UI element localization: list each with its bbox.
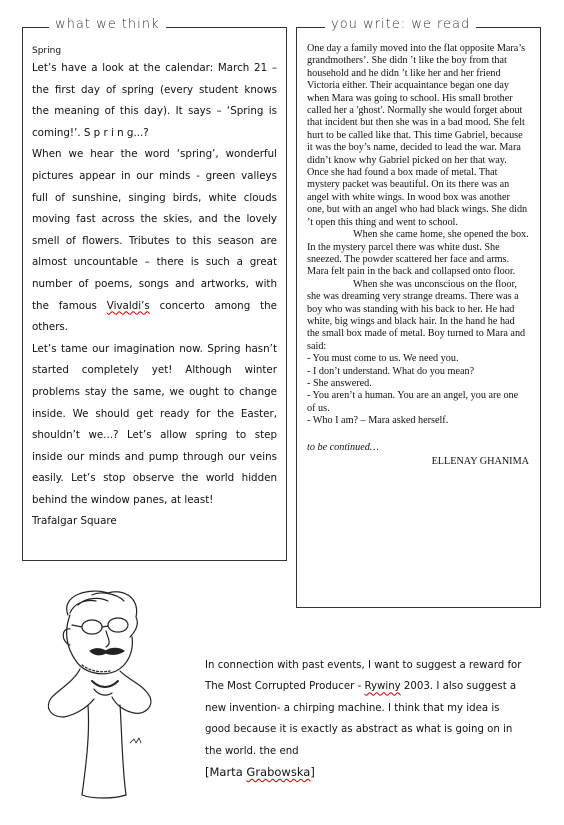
what-we-think-section [22, 17, 287, 561]
reader-suggestion [205, 655, 525, 783]
story-paragraph-3: When she came home, she opened the box. In the mystery parcel there was white dust. She sneezed. The powder scattered her face and arms. Mara felt pain in the back and collapsed onto floor. [307, 229, 529, 278]
caricature-drawing [30, 585, 170, 815]
article-label: Spring [32, 46, 62, 56]
signature-close: ] [310, 765, 315, 780]
article-paragraph-3: Let’s tame our imagination now. Spring hasn’t started completely yet! Although winter problems stay the same, we ought to change inside. We should get ready for the Easter, shouldn’t we...? Let’s allow spring to step inside our minds and pump through our veins easily. Let’s stop observe the world hidden behind the window panes, at least! [32, 342, 277, 506]
suggestion-text [205, 655, 525, 762]
section-title-you-write: you write: we read [325, 17, 476, 32]
signature-name: Grabowska [246, 765, 311, 780]
article-paragraph-1: Let’s have a look at the calendar: March 21 – the first day of spring (every student knows the meaning of this day). It says – ‘Spring is coming!’. S p r i n g...? [32, 62, 277, 139]
dialogue-line: - You aren’t a human. You are an angel, you are one of us. [307, 390, 519, 414]
suggestion-text-start: In connection with past events, I want to suggest a reward for The Most Corrupted Producer - [205, 660, 522, 693]
story-author: ELLENAY GHANIMA [431, 456, 529, 467]
article-paragraph-2 [32, 144, 277, 338]
article-signature: Trafalgar Square [32, 515, 117, 528]
dialogue-line: - Who I am? – Mara asked herself. [307, 415, 449, 427]
to-be-continued: to be continued… [307, 441, 379, 453]
vivaldi-word: Vivaldi’s [106, 299, 150, 312]
story-paragraph-1: One day a family moved into the flat opposite Mara’s grandmothers’. She didn ’t like the boy from that household and he didn ’t like her and her friend Victoria either. Their acquaintance began one day when Mara was going to school. His small brother called her a 'ghost'. Normally she would forget about that incident but then she was in a bad mood. She felt hurt to be called like that. This time Gabriel, because it was the boy’s name, decided to lead the war. Mara didn’t know why Gabriel picked on her that way. [307, 43, 526, 166]
story-paragraph-4: When she was unconscious on the floor, she was dreaming very strange dreams. There was a boy who was standing with his back to her. He had white, big wings and black hair. In the hand he had the small box made of metal. Boy turned to Mara and said: [307, 278, 526, 352]
paragraph-2-text-end: concerto among the others. [32, 299, 277, 334]
dialogue-line: - You must come to us. We need you. [307, 353, 459, 365]
suggestion-text-end: 2003. I also suggest a new invention- a chirping machine. I think that my idea is good because it is exactly as abstract as what is going on in the world. the end [205, 681, 517, 757]
dialogue-line: - I don’t understand. What do you mean? [307, 365, 475, 377]
story [307, 43, 529, 468]
signature-open: [Marta [205, 765, 247, 780]
section-title-what-we-think: what we think [49, 17, 166, 32]
article-spring [32, 44, 277, 533]
story-paragraph-2: Once she had found a box made of metal. That mystery packet was beautiful. On its there was an angel with white wings. In wood box was another one, but with an angel who had black wings. She didn ’t open this thing and went to school. [307, 167, 528, 228]
suggestion-signature [205, 762, 525, 783]
rywiny-word: Rywiny [364, 681, 401, 693]
dialogue-line: - She answered. [307, 377, 372, 389]
you-write-we-read-section [296, 17, 541, 608]
paragraph-2-text: When we hear the word ‘spring’, wonderful pictures appear in our minds - green valleys full of sunshine, singing birds, white clouds moving fast across the skies, and the lovely smell of flowers. Tributes to this season are almost uncountable – there is such a great number of poems, songs and artworks, with the famous [32, 148, 277, 312]
